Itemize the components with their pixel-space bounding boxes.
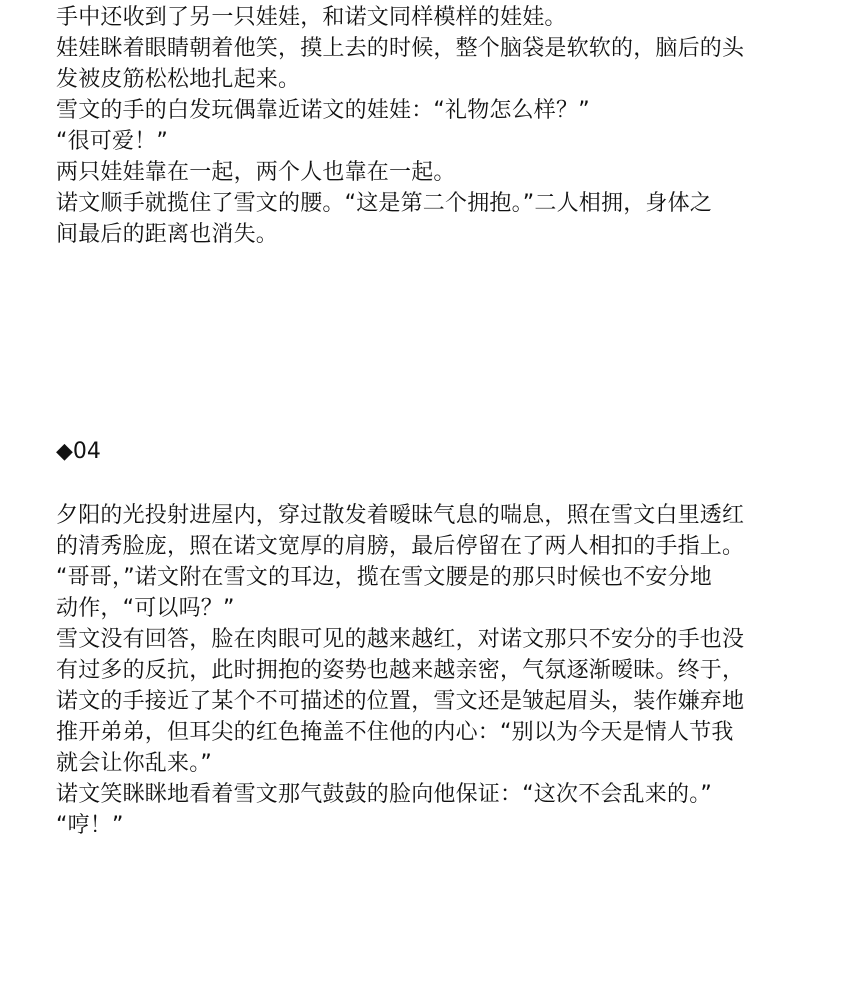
- text-line: “哥哥，”诺文附在雪文的耳边，揽在雪文腰是的那只时候也不安分地: [56, 565, 712, 590]
- section-marker: ◆04: [56, 439, 101, 464]
- text-line: 就会让你乱来。”: [56, 751, 212, 776]
- text-line: 娃娃眯着眼睛朝着他笑，摸上去的时候，整个脑袋是软软的，脑后的头: [56, 36, 745, 61]
- text-line: 推开弟弟，但耳尖的红色掩盖不住他的内心：“别以为今天是情人节我: [56, 720, 734, 745]
- text-line: 诺文笑眯眯地看着雪文那气鼓鼓的脸向他保证：“这次不会乱来的。”: [56, 782, 712, 807]
- text-line: 的清秀脸庞，照在诺文宽厚的肩膀，最后停留在了两人相扣的手指上。: [56, 534, 745, 559]
- text-line: 手中还收到了另一只娃娃，和诺文同样模样的娃娃。: [56, 5, 567, 30]
- section-heading: [56, 435, 796, 469]
- text-line: “很可爱！”: [56, 129, 168, 154]
- text-line: 动作，“可以吗？”: [56, 596, 235, 621]
- text-line: 发被皮筋松松地扎起来。: [56, 67, 301, 92]
- text-line: 有过多的反抗，此时拥抱的姿势也越来越亲密，气氛逐渐暧昧。终于，: [56, 658, 745, 683]
- text-line: “哼！”: [56, 813, 124, 838]
- story-passage-1: [56, 2, 796, 250]
- text-line: 间最后的距离也消失。: [56, 222, 279, 247]
- text-line: 雪文的手的白发玩偶靠近诺文的娃娃：“礼物怎么样？”: [56, 98, 590, 123]
- text-line: 诺文的手接近了某个不可描述的位置，雪文还是皱起眉头，装作嫌弃地: [56, 689, 745, 714]
- text-line: 雪文没有回答，脸在肉眼可见的越来越红，对诺文那只不安分的手也没: [56, 627, 745, 652]
- text-line: 夕阳的光投射进屋内，穿过散发着暧昧气息的喘息，照在雪文白里透红: [56, 503, 745, 528]
- text-line: 诺文顺手就揽住了雪文的腰。“这是第二个拥抱。”二人相拥，身体之: [56, 191, 712, 216]
- text-line: 两只娃娃靠在一起，两个人也靠在一起。: [56, 160, 456, 185]
- story-passage-2: [56, 500, 796, 841]
